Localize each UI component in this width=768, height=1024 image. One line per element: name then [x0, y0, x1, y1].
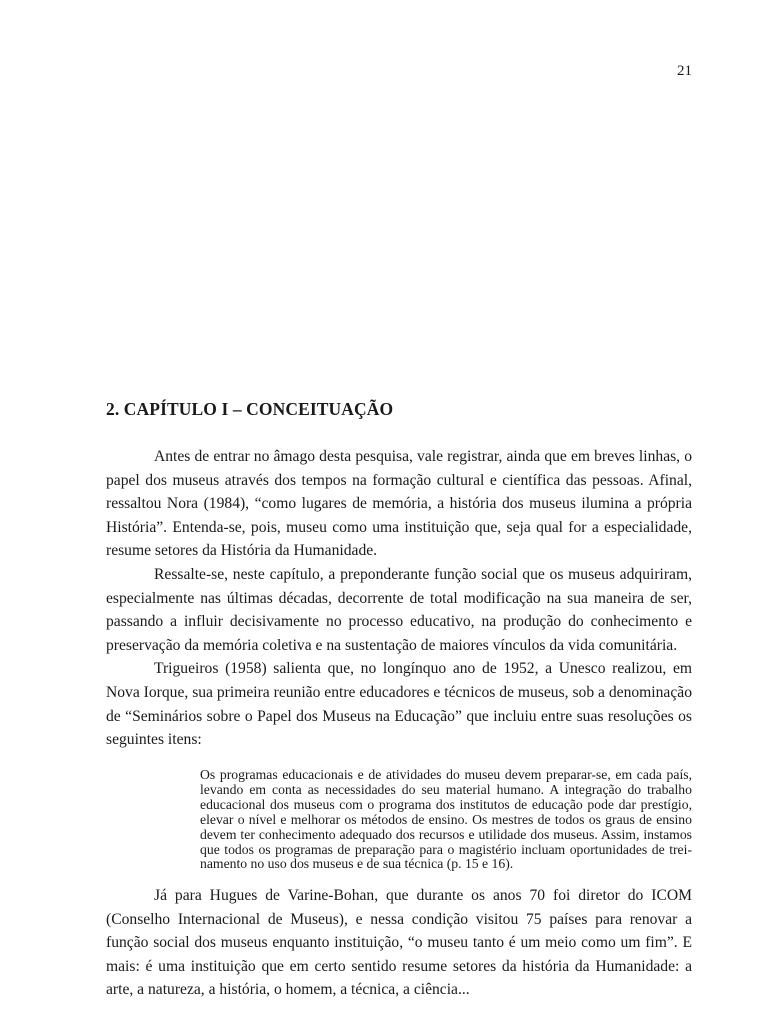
paragraph-unesco: Trigueiros (1958) salienta que, no longínquo ano de 1952, a Unesco realizou, em Nova Iorque, sua primeira reunião entre educadores e técnicos de museus, sob a denominação de “Seminários sobre o Papel dos Museus na Educação” que incluiu entre suas resoluções os seguintes itens:: [106, 660, 692, 749]
main-text: [106, 445, 692, 752]
closing-text: [106, 884, 692, 1002]
paragraph-varine-bohan: Já para Hugues de Varine-Bohan, que durante os anos 70 foi diretor do ICOM (Conselho Internacional de Museus), e nessa condição visitou 75 países para renovar a função social dos museus enquanto instituição, “o museu tanto é um meio como um fim”. E mais: é uma instituição que em certo sentido resume setores da história da Humanidade: a arte, a natureza, a história, o homem, a técnica, a ciência...: [106, 887, 692, 999]
paragraph-social-function: Ressalte-se, neste capítulo, a preponderante função social que os museus adquiriram, especialmente nas últimas décadas, decorrente de total modificação na sua maneira de ser, passando a influir decisivamente no processo educativo, na produção do conhecimento e preservação da memória coletiva e na sustentação de maiores vínculos da vida comunitária.: [106, 565, 692, 654]
page-number: 21: [677, 63, 692, 79]
paragraph-intro: Antes de entrar no âmago desta pesquisa, vale registrar, ainda que em breves linhas, o papel dos museus através dos tempos na formação cultural e científica das pessoas. Afinal, ressaltou Nora (1984), “como lugares de memória, a história dos museus ilumina a própria História”. Entenda-se, pois, museu como uma instituição que, seja qual for a especialidade, resume setores da História da Humanidade.: [106, 448, 692, 560]
chapter-heading: 2. CAPÍTULO I – CONCEITUAÇÃO: [106, 399, 394, 419]
block-quote: Os programas educacionais e de atividades do museu devem preparar-se, em cada país, levando em conta as necessidades do seu material humano. A integração do trabalho educacional dos museus com o programa dos institutos de educação pode dar prestígio, elevar o nível e melhorar os métodos de ensino. Os mestres de todos os graus de ensino devem ter conhecimento adequado dos recursos e utilidade dos museus. Assim, instamos que todos os programas de preparação para o magistério incluam oportunidades de treinamento no uso dos museus e de sua técnica (p. 15 e 16).: [200, 767, 692, 872]
